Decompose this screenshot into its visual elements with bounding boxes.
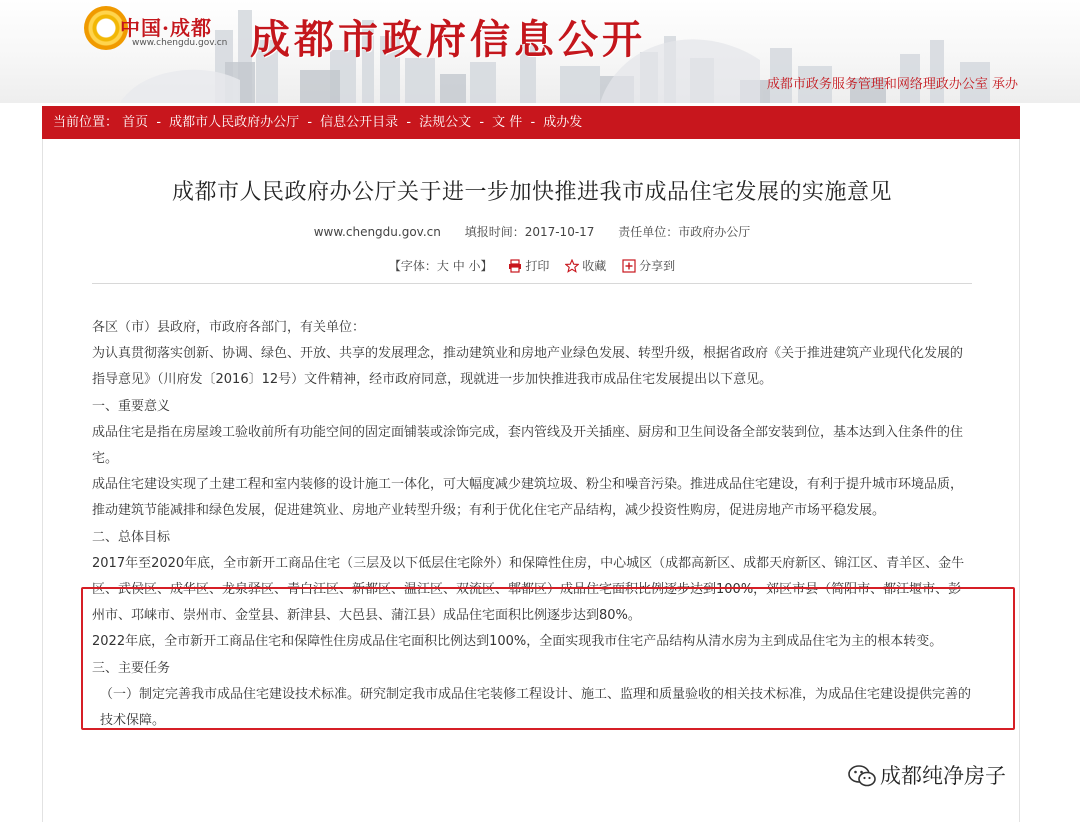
paragraph-definition: 成品住宅是指在房屋竣工验收前所有功能空间的固定面铺装或涂饰完成，套内管线及开关插座、厨房和卫生间设备全部安装到位，基本达到入住条件的住宅。 [92,424,964,467]
logo-url: www.chengdu.gov.cn [132,38,228,48]
font-size-switcher[interactable]: 【字体：大 中 小】 [388,259,493,273]
article-body [92,315,974,734]
logo-text: 中国·成都 [120,16,212,40]
sponsor-text: 成都市政务服务管理和网络理政办公室 承办 [766,77,1018,92]
breadcrumb [42,106,1020,139]
meta-date: 填报时间：2017-10-17 [464,225,595,239]
article-panel [42,139,1020,822]
paragraph-goal-2022: 2022年底，全市新开工商品住宅和保障性住房成品住宅面积比例达到100%，全面实现我市住宅产品结构从清水房为主到成品住宅为主的根本转变。 [92,634,943,650]
breadcrumb-item-office[interactable]: 成都市人民政府办公厅 [169,115,300,130]
favorite-button[interactable] [565,257,606,274]
breadcrumb-separator: - [479,115,485,130]
breadcrumb-item-home[interactable]: 首页 [122,115,149,130]
section-heading-goals: 二、总体目标 [92,529,171,545]
paragraph-goal-2020: 2017年至2020年底，全市新开工商品住宅（三层及以下低层住宅除外）和保障性住房，中心城区（成都高新区、成都天府新区、锦江区、青羊区、金牛区、武侯区、成华区、龙泉驿区、青白江区、新都区、温江区、双流区、郫都区）成品住宅面积比例逐步达到100%，郊区市县（简阳市、都江堰市、彭州市、邛崃市、崇州市、金堂县、新津县、大邑县、蒲江县）成品住宅面积比例逐步达到80%。 [92,555,965,624]
chengdu-logo[interactable] [84,6,228,52]
section-heading-significance: 一、重要意义 [92,398,171,414]
breadcrumb-separator: - [156,115,162,130]
breadcrumb-item-regulations[interactable]: 法规公文 [419,115,472,130]
share-button[interactable] [622,257,675,274]
breadcrumb-item-catalog[interactable]: 信息公开目录 [320,115,399,130]
page-title: 成都市人民政府办公厅关于进一步加快推进我市成品住宅发展的实施意见 [171,180,892,205]
breadcrumb-separator: - [307,115,313,130]
printer-icon [508,259,522,273]
breadcrumb-item-files[interactable]: 文 件 [492,115,523,130]
star-icon [565,259,579,273]
breadcrumb-separator: - [406,115,412,130]
breadcrumb-item-chengbanfa[interactable]: 成办发 [543,115,583,130]
title-divider [92,283,972,284]
meta-unit: 责任单位：市政府办公厅 [618,225,751,239]
print-label: 打印 [525,259,550,273]
paragraph-task-1: （一）制定完善我市成品住宅建设技术标准。研究制定我市成品住宅装修工程设计、施工、监理和质量验收的相关技术标准，为成品住宅建设提供完善的技术保障。 [100,686,972,729]
paragraph-salutation: 各区（市）县政府，市政府各部门，有关单位： [92,320,366,335]
site-header-banner [0,0,1080,103]
paragraph-benefits: 成品住宅建设实现了土建工程和室内装修的设计施工一体化，可大幅度减少建筑垃圾、粉尘和噪音污染。推进成品住宅建设，有利于提升城市环境品质，推动建筑节能减排和绿色发展，促进建筑业、房地产业转型升级；有利于优化住宅产品结构，减少投资性购房，促进房地产市场平稳发展。 [92,477,964,519]
section-heading-tasks: 三、主要任务 [92,660,171,676]
wechat-icon [848,765,876,787]
share-label: 分享到 [639,259,676,273]
breadcrumb-prefix: 当前位置： [53,115,119,130]
watermark-text: 成都纯净房子 [880,764,1006,788]
paragraph-intro: 为认真贯彻落实创新、协调、绿色、开放、共享的发展理念，推动建筑业和房地产业绿色发展、转型升级，根据省政府《关于推进建筑产业现代化发展的指导意见》（川府发〔2016〕12号）文件精神，经市政府同意，现就进一步加快推进我市成品住宅发展提出以下意见。 [92,346,964,388]
site-title: 成都市政府信息公开 [250,16,646,63]
favorite-label: 收藏 [582,259,607,273]
wechat-watermark [848,760,1006,790]
meta-site: www.chengdu.gov.cn [313,225,441,239]
share-plus-icon [622,259,636,273]
breadcrumb-separator: - [530,115,536,130]
article-meta [43,223,1021,240]
print-button[interactable] [508,257,549,274]
article-toolbar [43,257,1021,274]
